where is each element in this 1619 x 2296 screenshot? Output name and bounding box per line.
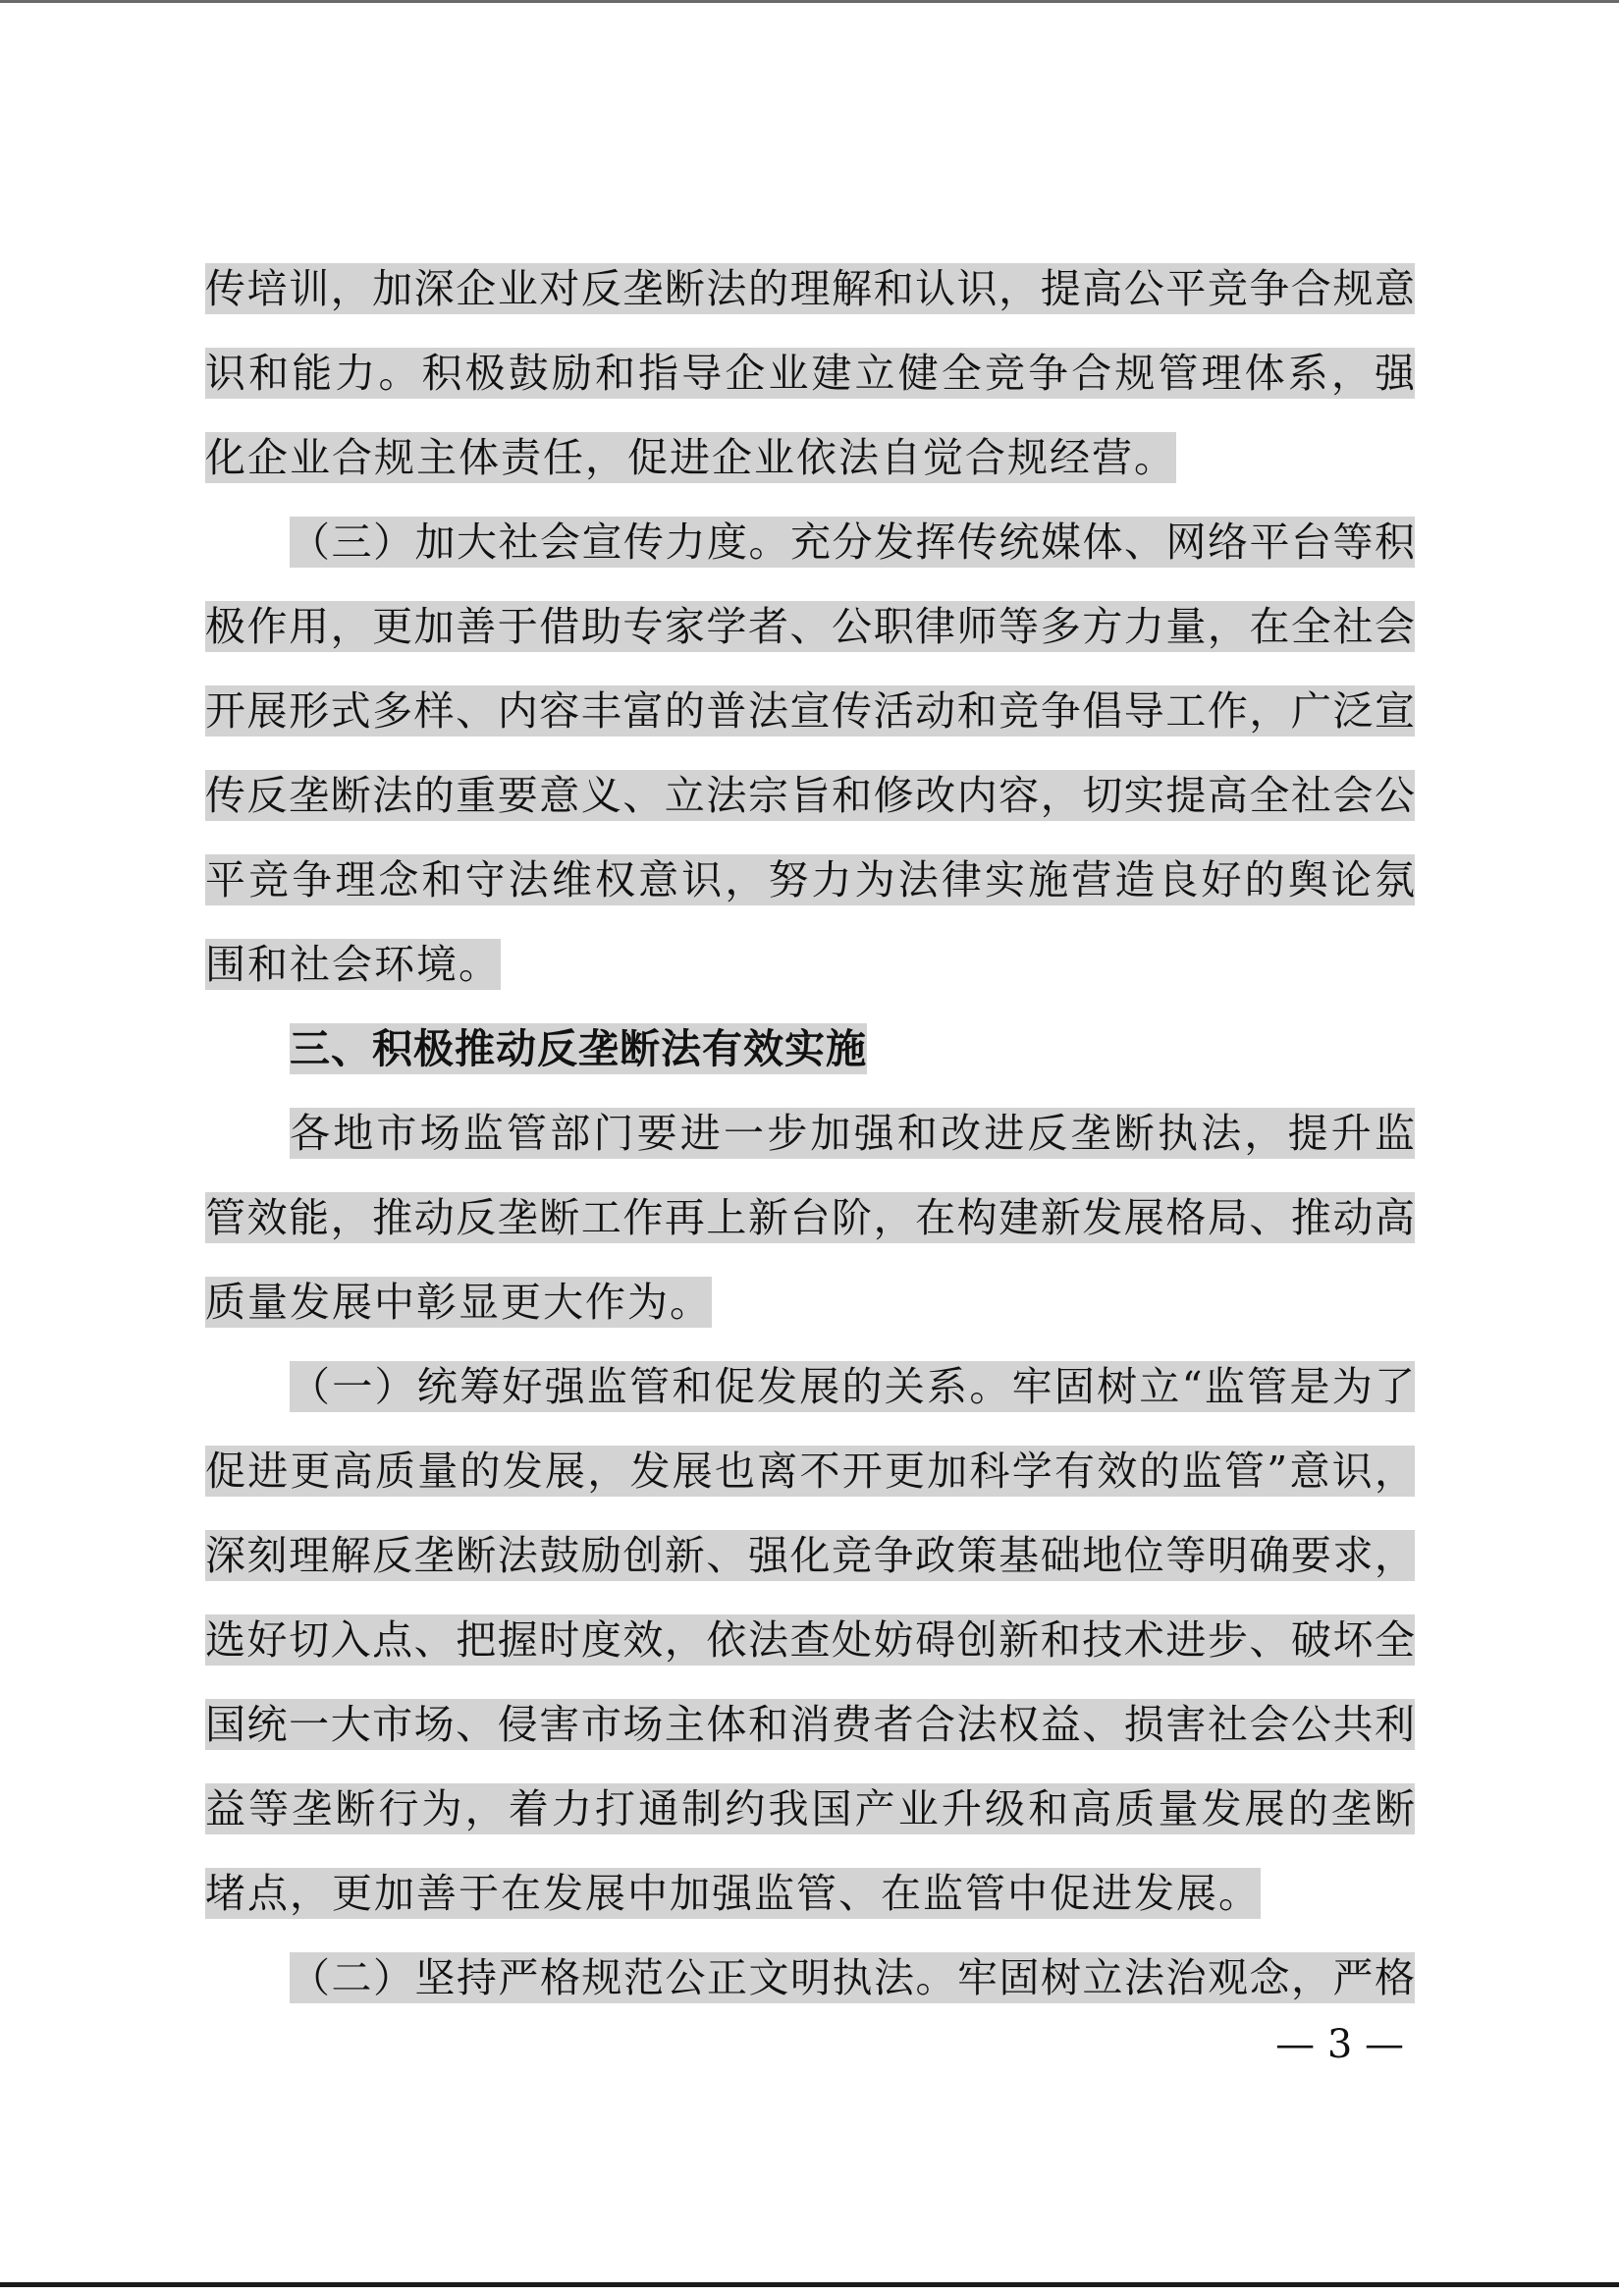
text-line-content: 极作用，更加善于借助专家学者、公职律师等多方力量，在全社会 bbox=[205, 603, 1415, 650]
text-line-content: 传培训，加深企业对反垄断法的理解和认识，提高公平竞争合规意 bbox=[205, 265, 1415, 312]
text-line bbox=[205, 669, 1415, 753]
page-number: — 3 — bbox=[1275, 2022, 1404, 2067]
text-line-content: 质量发展中彰显更大作为。 bbox=[205, 1279, 712, 1326]
text-line-content: 国统一大市场、侵害市场主体和消费者合法权益、损害社会公共利 bbox=[205, 1701, 1415, 1748]
text-line bbox=[205, 1767, 1415, 1851]
text-line bbox=[205, 1344, 1415, 1429]
text-line-content: 平竞争理念和守法维权意识，努力为法律实施营造良好的舆论氛 bbox=[205, 856, 1415, 903]
paragraph-item-2 bbox=[205, 1936, 1415, 2020]
text-line-content: 开展形式多样、内容丰富的普法宣传活动和竞争倡导工作，广泛宣 bbox=[205, 687, 1415, 735]
text-line-content: 识和能力。积极鼓励和指导企业建立健全竞争合规管理体系，强 bbox=[205, 350, 1415, 397]
text-line bbox=[205, 1851, 1415, 1936]
text-line bbox=[205, 1936, 1415, 2020]
text-line bbox=[205, 500, 1415, 584]
text-line bbox=[205, 1682, 1415, 1767]
section-heading-text: 三、积极推动反垄断法有效实施 bbox=[290, 1025, 867, 1072]
text-line bbox=[205, 1260, 1415, 1344]
text-line bbox=[205, 753, 1415, 838]
text-line bbox=[205, 1598, 1415, 1682]
text-line bbox=[205, 1513, 1415, 1598]
text-line-content: （三）加大社会宣传力度。充分发挥传统媒体、网络平台等积 bbox=[290, 519, 1415, 566]
text-line-content: 管效能，推动反垄断工作再上新台阶，在构建新发展格局、推动高 bbox=[205, 1194, 1415, 1241]
paragraph-intro bbox=[205, 1091, 1415, 1344]
text-line bbox=[205, 922, 1415, 1007]
section-heading bbox=[205, 1007, 1415, 1091]
text-line-content: 传反垄断法的重要意义、立法宗旨和修改内容，切实提高全社会公 bbox=[205, 772, 1415, 819]
text-line-content: 各地市场监管部门要进一步加强和改进反垄断执法，提升监 bbox=[290, 1110, 1415, 1157]
text-line-content: 选好切入点、把握时度效，依法查处妨碍创新和技术进步、破坏全 bbox=[205, 1616, 1415, 1664]
scan-edge-top bbox=[0, 0, 1619, 3]
text-line bbox=[205, 1429, 1415, 1513]
text-line bbox=[205, 584, 1415, 669]
text-line-content: 化企业合规主体责任，促进企业依法自觉合规经营。 bbox=[205, 434, 1176, 481]
section-heading-block bbox=[205, 1007, 1415, 1091]
text-line bbox=[205, 415, 1415, 500]
text-line-content: 促进更高质量的发展，发展也离不开更加科学有效的监管”意识， bbox=[205, 1448, 1415, 1495]
text-line bbox=[205, 331, 1415, 415]
text-line-content: 益等垄断行为，着力打通制约我国产业升级和高质量发展的垄断 bbox=[205, 1785, 1415, 1832]
text-line-content: 围和社会环境。 bbox=[205, 941, 501, 988]
paragraph-publicity bbox=[205, 500, 1415, 1007]
text-line-content: 堵点，更加善于在发展中加强监管、在监管中促进发展。 bbox=[205, 1870, 1261, 1917]
text-line-content: （一）统筹好强监管和促发展的关系。牢固树立“监管是为了 bbox=[290, 1363, 1415, 1410]
text-line bbox=[205, 1175, 1415, 1260]
text-line bbox=[205, 1091, 1415, 1175]
scan-edge-bottom bbox=[0, 2282, 1619, 2287]
paragraph-continued bbox=[205, 246, 1415, 500]
paragraph-item-1 bbox=[205, 1344, 1415, 1936]
document-body bbox=[205, 246, 1415, 2020]
text-line-content: （二）坚持严格规范公正文明执法。牢固树立法治观念，严格 bbox=[290, 1954, 1415, 2001]
text-line-content: 深刻理解反垄断法鼓励创新、强化竞争政策基础地位等明确要求， bbox=[205, 1532, 1415, 1579]
text-line bbox=[205, 246, 1415, 331]
text-line bbox=[205, 838, 1415, 922]
